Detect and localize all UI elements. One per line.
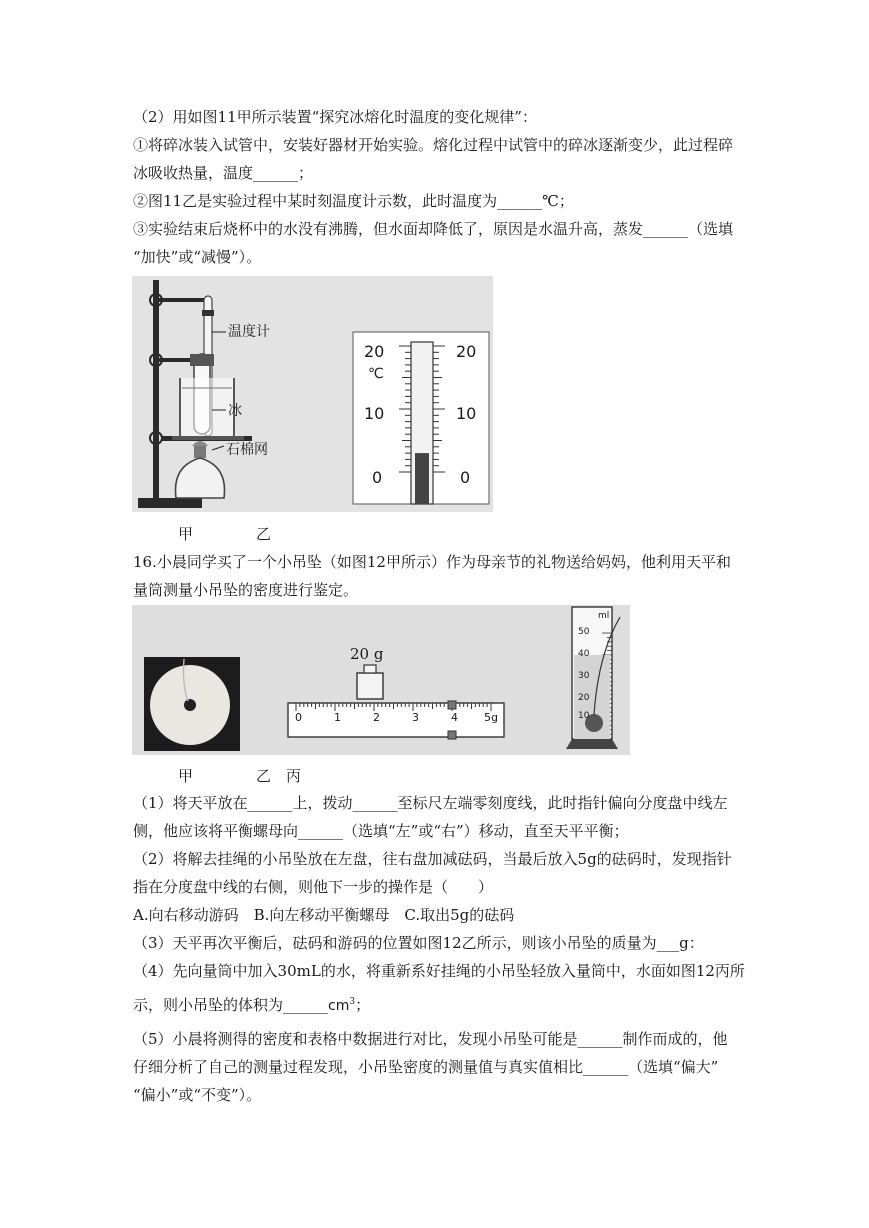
- tube-stopper: [190, 354, 214, 366]
- fig11-caption-yi: 乙: [256, 525, 272, 543]
- lamp-flame: [192, 441, 208, 446]
- figure-12-drawing: [132, 605, 630, 755]
- cylinder-tick-40: 40: [578, 649, 590, 659]
- q16-part4-line1: （4）先向量筒中加入30mL的水，将重新系好挂绳的小吊坠轻放入量筒中，水面如图12丙所: [133, 962, 745, 980]
- weight-20g: [357, 673, 383, 699]
- q16-part5-line1: （5）小晨将测得的密度和表格中数据进行对比，发现小吊坠可能是______制作而成的，他: [133, 1030, 728, 1048]
- thermometer-liquid-column: [415, 453, 429, 504]
- clamp-arm-top: [159, 298, 211, 302]
- q15-part2-line5: ③实验结束后烧杯中的水没有沸腾，但水面却降低了，原因是水温升高，蒸发______（选填: [133, 220, 734, 238]
- cylinder-tick-50: 50: [578, 627, 590, 637]
- q16-part4-text: 示，则小吊坠的体积为______: [133, 996, 329, 1014]
- cylinder-base: [566, 739, 618, 749]
- thermometer-clip: [202, 310, 214, 316]
- ruler-tick-3: 3: [412, 711, 419, 724]
- ruler-tick-1: 1: [334, 711, 341, 724]
- q16-part4-line2: [133, 994, 370, 1017]
- q16-part5-line2: 仔细分析了自己的测量过程发现，小吊坠密度的测量值与真实值相比______（选填“偏大”: [133, 1058, 719, 1076]
- fig12-caption-bing: 丙: [286, 767, 302, 785]
- q16-part2-line2: 指在分度盘中线的右侧，则他下一步的操作是（ ）: [133, 878, 494, 896]
- cylinder-tick-10: 10: [578, 711, 590, 721]
- scale-unit: ℃: [368, 366, 384, 382]
- q15-part2-line4: ②图11乙是实验过程中某时刻温度计示数，此时温度为______℃；: [133, 192, 574, 210]
- pointer-gauze: [212, 446, 224, 450]
- pendant-hole: [184, 699, 196, 711]
- q16-part1-line2: 侧，他应该将平衡螺母向______（选填“左”或“右”）移动，直至天平平衡；: [133, 822, 629, 840]
- stand-rod: [153, 280, 159, 506]
- alcohol-lamp: [176, 458, 225, 498]
- label-ice: 冰: [228, 403, 242, 419]
- scale-left-0: 0: [372, 468, 383, 487]
- volume-unit: cm: [328, 998, 350, 1014]
- beaker: [180, 378, 234, 438]
- figure-12: [132, 605, 630, 755]
- rider-bottom-marker: [448, 731, 456, 739]
- lamp-wick: [194, 446, 206, 458]
- scale-right-0: 0: [460, 468, 471, 487]
- weight-knob: [364, 665, 376, 673]
- fig11-caption-jia: 甲: [178, 525, 194, 543]
- ruler-tick-0: 0: [295, 711, 302, 724]
- ruler-tick-5g: 5g: [484, 711, 498, 724]
- label-thermometer: 温度计: [228, 324, 270, 340]
- cylinder-unit: ml: [598, 611, 610, 621]
- scale-right-10: 10: [456, 404, 477, 423]
- cylinder-tick-20: 20: [578, 693, 590, 703]
- q15-part2-line3: 冰吸收热量，温度______；: [133, 164, 314, 182]
- q16-part2-options: A.向右移动游码 B.向左移动平衡螺母 C.取出5g的砝码: [133, 906, 515, 924]
- q15-part2-line6: “加快”或“减慢”）。: [133, 248, 262, 266]
- q16-part5-line3: “偏小”或“不变”）。: [133, 1086, 262, 1104]
- label-gauze: 石棉网: [226, 442, 268, 458]
- figure-11-drawing: [132, 276, 493, 512]
- ruler-tick-4: 4: [451, 711, 458, 724]
- q16-intro-line2: 量筒测量小吊坠的密度进行鉴定。: [133, 581, 359, 599]
- figure-11: [132, 276, 493, 512]
- ruler-tick-2: 2: [373, 711, 380, 724]
- q16-part4-end: ；: [355, 996, 371, 1014]
- rider: [448, 701, 456, 709]
- scale-left-10: 10: [364, 404, 385, 423]
- q15-part2-line1: （2）用如图11甲所示装置“探究冰熔化时温度的变化规律”：: [133, 108, 537, 126]
- scale-left-20: 20: [364, 342, 385, 361]
- fig12-caption-yi: 乙: [256, 767, 272, 785]
- q16-part1-line1: （1）将天平放在______上，拨动______至标尺左端零刻度线，此时指针偏向分度盘中线左: [133, 794, 728, 812]
- q16-intro-line1: 16.小晨同学买了一个小吊坠（如图12甲所示）作为母亲节的礼物送给妈妈，他利用天平和: [133, 553, 731, 571]
- q16-part2-line1: （2）将解去挂绳的小吊坠放在左盘，往右盘加减砝码，当最后放入5g的砝码时，发现指针: [133, 850, 732, 868]
- scale-right-20: 20: [456, 342, 477, 361]
- cylinder-tick-30: 30: [578, 671, 590, 681]
- volume-unit-exponent: 3: [349, 997, 356, 1007]
- stand-base: [138, 498, 202, 508]
- q15-part2-line2: ①将碎冰装入试管中，安装好器材开始实验。熔化过程中试管中的碎冰逐渐变少，此过程碎: [133, 136, 734, 154]
- fig12-caption-jia: 甲: [178, 767, 194, 785]
- q16-part3: （3）天平再次平衡后，砝码和游码的位置如图12乙所示，则该小吊坠的质量为___g：: [133, 934, 704, 952]
- weight-label: 20 g: [350, 645, 384, 663]
